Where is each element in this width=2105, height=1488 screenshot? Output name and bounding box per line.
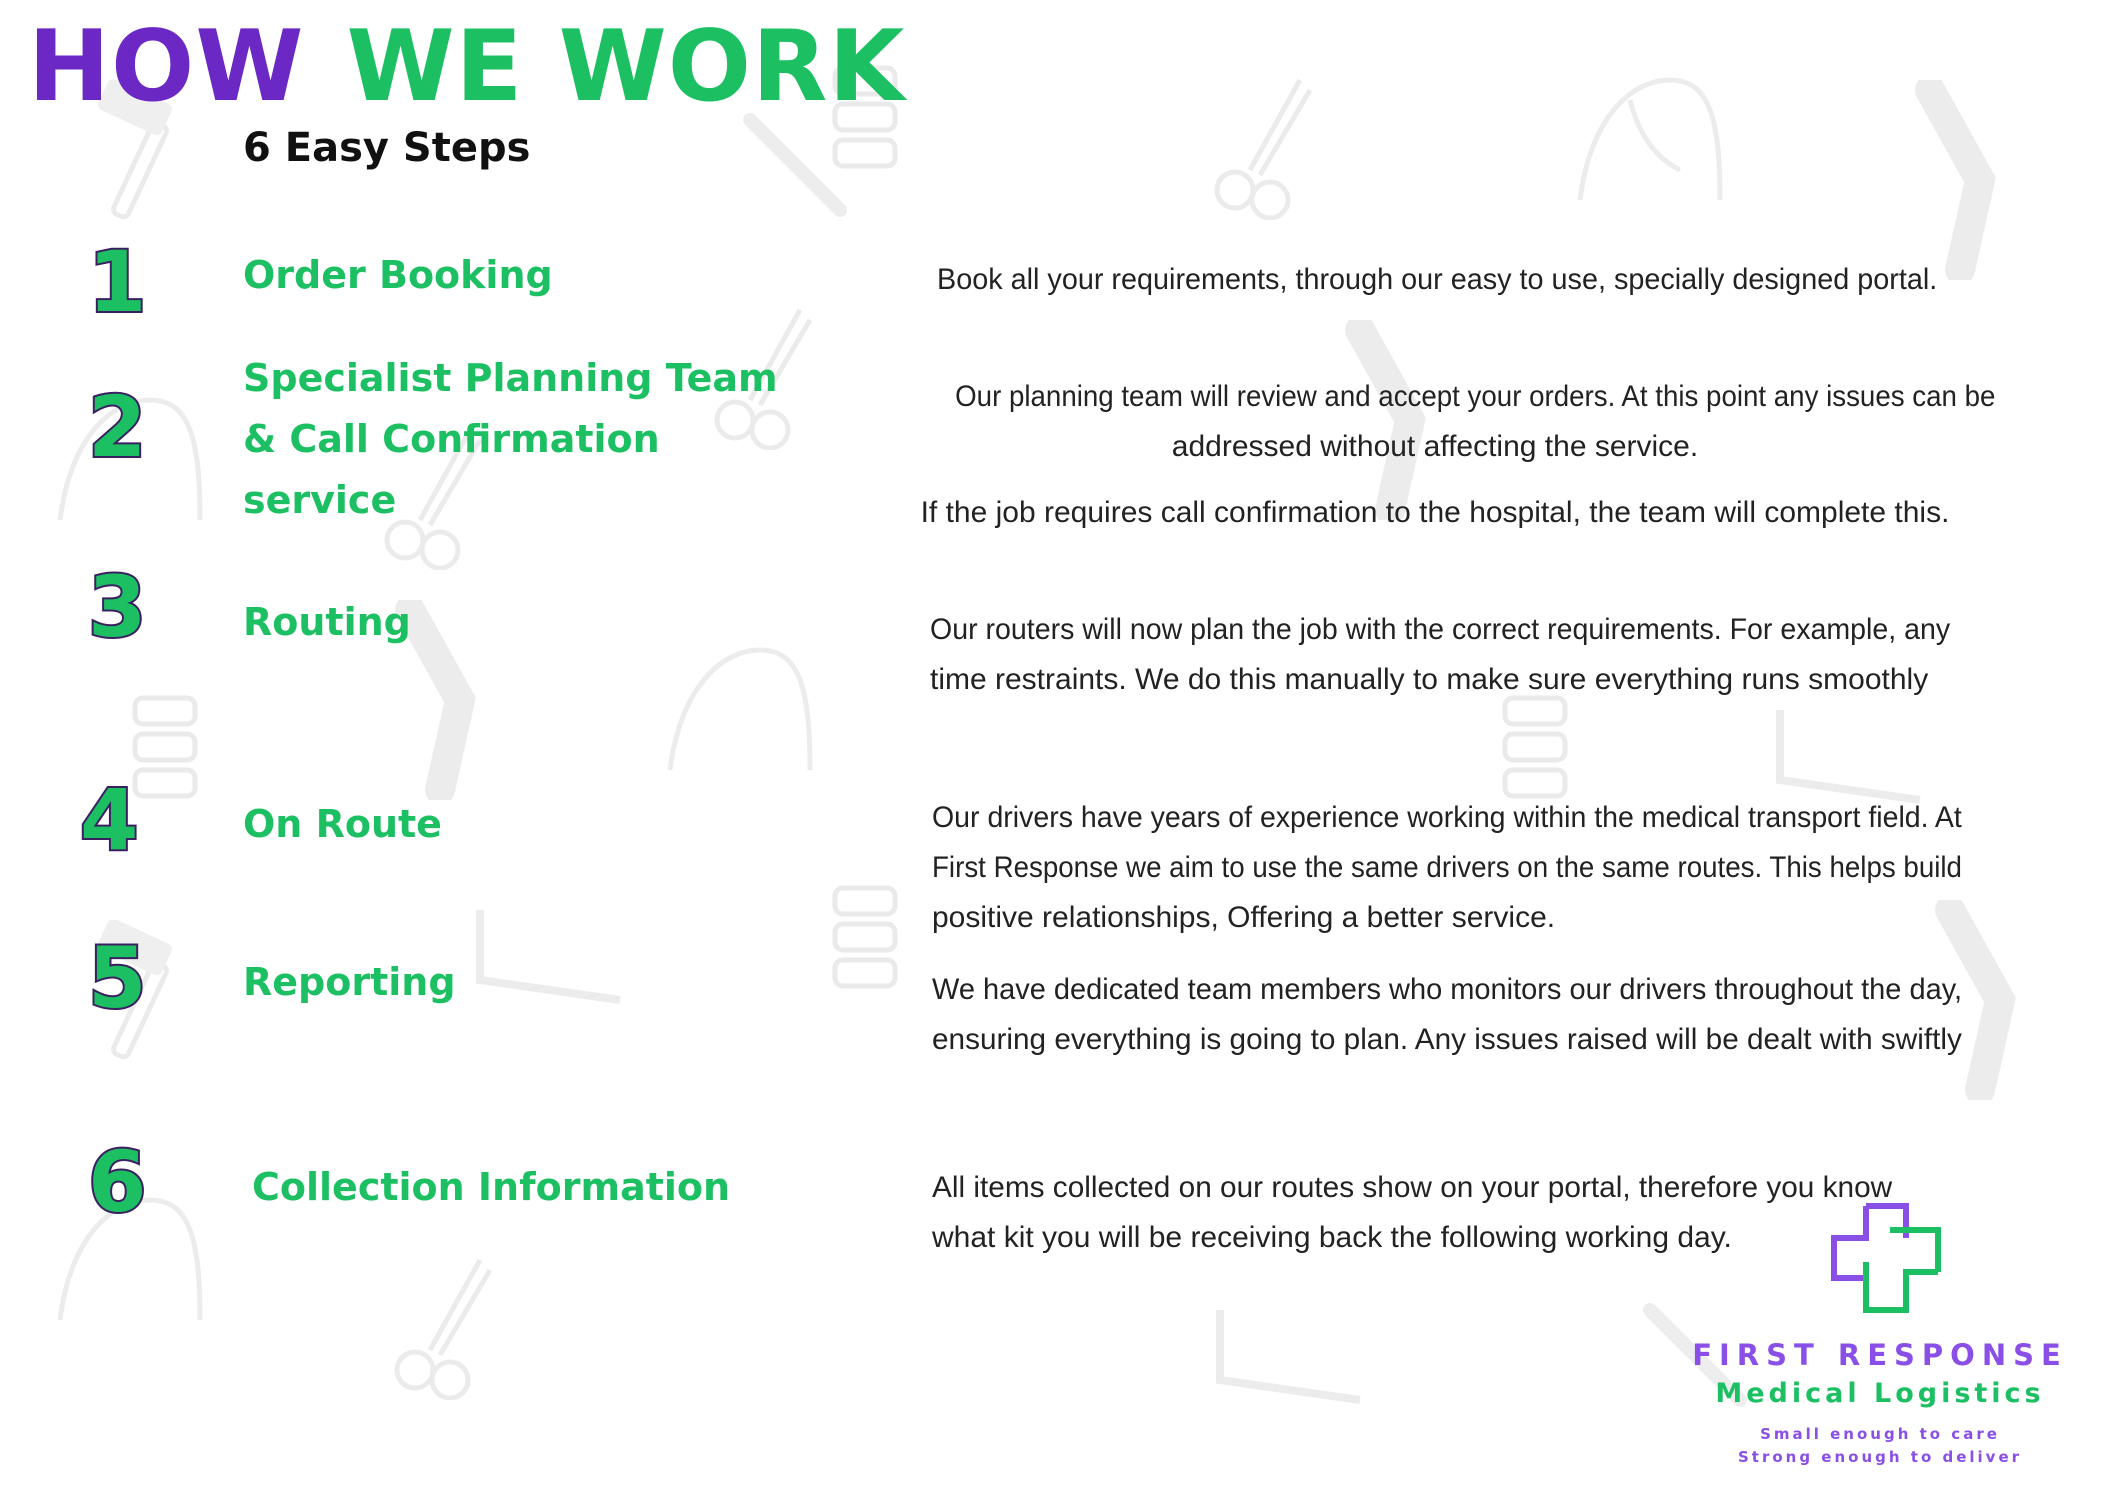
step-6-desc-line: All items collected on our routes show on your portal, therefore you know — [932, 1171, 1893, 1204]
medical-cross-icon — [1828, 1200, 1944, 1321]
step-2-desc-line: addressed without affecting the service. — [1171, 430, 1699, 463]
step-5-desc-line: ensuring everything is going to plan. Any issues raised will be dealt with swiftly — [932, 1023, 1962, 1056]
step-1-desc-line: Book all your requirements, through our easy to use, specially designed portal. — [937, 263, 1938, 296]
step-2-desc-line: If the job requires call confirmation to the hospital, the team will complete this. — [920, 496, 1950, 529]
step-1-number: 1 — [88, 233, 147, 331]
step-4-desc-line: First Response we aim to use the same drivers on the same routes. This helps build — [932, 851, 1962, 884]
brand-subname: Medical Logistics — [1715, 1378, 2045, 1409]
step-2-title-line: Specialist Planning Team — [243, 356, 778, 400]
forceps-icon — [380, 1250, 500, 1400]
step-5-title: Reporting — [243, 960, 456, 1004]
forceps-icon — [1200, 70, 1320, 220]
step-6-number: 6 — [88, 1133, 147, 1231]
shoulder-icon — [1570, 60, 1730, 210]
step-3-desc-line: Our routers will now plan the job with the correct requirements. For example, any — [930, 613, 1951, 646]
step-6-desc-line: what kit you will be receiving back the following working day. — [932, 1221, 1732, 1254]
step-2-number: 2 — [88, 378, 147, 476]
step-3-number: 3 — [88, 558, 147, 656]
spine-icon — [1480, 690, 1590, 810]
step-2-title-line: service — [243, 478, 397, 522]
step-3-description — [930, 605, 1950, 705]
step-6-title: Collection Information — [252, 1165, 731, 1209]
spine-icon — [810, 880, 920, 1000]
step-4-desc-line: Our drivers have years of experience working within the medical transport field. At — [932, 801, 1962, 834]
step-2-description — [915, 372, 1996, 538]
subtitle: 6 Easy Steps — [243, 125, 531, 171]
step-4-description — [932, 793, 1962, 943]
scalpel-icon — [740, 110, 850, 220]
knee-joint-icon — [1910, 80, 2040, 280]
brand-name: FIRST RESPONSE — [1692, 1338, 2068, 1372]
title-we-work: WE WORK — [346, 10, 906, 124]
step-1-description — [937, 255, 1937, 305]
tagline-line-2: Strong enough to deliver — [1737, 1448, 2023, 1466]
step-3-desc-line: time restraints. We do this manually to make sure everything runs smoothly — [930, 663, 1929, 696]
step-5-description — [932, 965, 1962, 1065]
title-how: HOW — [28, 10, 305, 124]
tagline-line-1: Small enough to care — [1760, 1425, 2000, 1443]
step-2-desc-line: Our planning team will review and accept your orders. At this point any issues can be — [955, 380, 1996, 413]
step-6-description — [932, 1163, 1892, 1263]
step-1-title: Order Booking — [243, 253, 553, 297]
step-3-title: Routing — [243, 600, 411, 644]
shoulder-icon — [660, 630, 820, 780]
step-5-number: 5 — [88, 929, 147, 1027]
step-4-title: On Route — [243, 802, 442, 846]
step-4-number: 4 — [80, 771, 139, 869]
foot-bones-icon — [460, 890, 630, 1020]
step-4-desc-line: positive relationships, Offering a better service. — [932, 901, 1556, 934]
step-2-title — [243, 348, 778, 531]
step-5-desc-line: We have dedicated team members who monitors our drivers throughout the day, — [932, 973, 1963, 1006]
step-2-title-line: & Call Confirmation — [243, 417, 660, 461]
foot-bones-icon — [1200, 1290, 1370, 1420]
page-title — [28, 10, 906, 124]
